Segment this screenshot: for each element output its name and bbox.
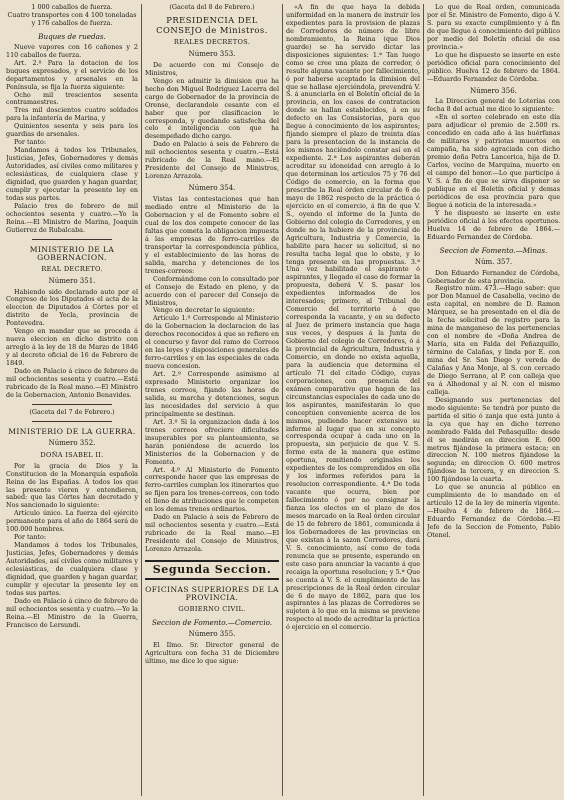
column-2 bbox=[145, 4, 279, 796]
paragraph: Art. 2.º Para la dotacion de los buques expresados, y el servicio de los departamentos y arsenales en la Península, se fija la fuerza siguiente: bbox=[6, 58, 138, 91]
paragraph: Por tanto: bbox=[14, 533, 47, 542]
paragraph: «Á fin de que haya la debida uniformidad en la manera de instruir los expedientes para la provision de plazas de Corredores de número de libre nombramiento, la Reina (que Dios guarde) se ha servido dictar las disposiciones siguientes: 1.ª Tan luego como se cree una plaza de corredor, ó resulte alguna vacante por fallecimiento, ó por haberse aceptado la dimision del que se hallase ejerciéndola, prevendrá V. S. á anunciarla en el Boletín oficial de la provincia, en los casos de contratacion donde se hallan establecidos, á en su defecto en las Consistorias, para que llegue á conocimiento de los aspirantes; fijando siempre el plazo de treinta días para la presentacion de la instancia de los mismos haciéndolo constar así en el expediente. 2.ª Los aspirantes deberán acreditar su idoneidad con arreglo á lo que determinan los artículos 75 y 76 del Código de comercio, en la forma que prescribe la Real órden circular de 6 de mayo de 1862 respecto de la práctica ó ejercicio en el comercio, á fin de que V. S., oyendo el informe de la Junta de Gobierno del colegio de Corredores, y en donde no la hubiere de la provincial de Agricultura, Industria y Comercio, la habilite para hacer su solicitud, si no resulta tacha legal que lo obste, y lo tenga presente en las propuestas. 3.ª Una vez habilitado el aspirante ó aspirantes, y llegado el caso de formar la propuesta, deberá V. S. pasar los expedientes informados de los interesados; primero, al Tribunal de Comercio del territorio á que corresponda la vacante, y en su defecto al Juez de primera instancia que haga sus veces, y despues á la Junta de Gobierno del colegio de Corredores, ó á la provincial de Agricultura, Industria y Comercio, en donde no exista aquella, para la audiencia que determina el artículo 71 del citado Código, cuyas corporaciones, con presencia del exámen comparativo que hagan de las circunstancias especiales de cada uno de los aspirantes, manifestarán lo que conceptúen conveniente acerca de los mismos, pudiendo hacer extensivo su informe al lugar que en su concepto corresponda ocupar á cada uno en la propuesta, sin perjuicio de que V. S. forme esta de la manera que estime oportuna, remitiendo originales los expedientes de los comprendidos en ella y los informes referidos para la resolucion correspondiente. 4.ª De toda vacante que ocurra, bien por fallecimiento ó por no consignar la fianza los electos en el plazo de dos meses marcado en la Real órden circular de 15 de febrero de 1861, comunicada á los Gobernadores de las provincias en que existan á la sazon Corredores, dará V. S. conocimiento, así como de toda renuncia que se presente, esperando en este caso para anunciar la vacante á que recaiga la oportuna resolucion; y 5.ª Que se cuenta á V. S. el cumplimiento de las prescripciones de la Real órden circular de 6 de mayo de 1862, para que los aspirantes á las plazas de Corredores se sujeten á lo que en la misma se previene respecto al modo de acreditar la práctica ó ejercicio en el comercio. bbox=[286, 4, 420, 632]
heading-seccion-minas: Seccion de Fomento.—Minas. bbox=[439, 245, 548, 255]
paragraph: Dado en Palacio á seis de Febrero de mil ochocientos sesenta y cuatro.—Está rubricado de la Real mano.—El Presidente del Consejo de Ministros, Lorenzo Arrazola. bbox=[145, 513, 279, 554]
paragraph: Artículo único. La fuerza del ejército permanente para el año de 1864 será de 100.000 hombres. bbox=[6, 509, 138, 534]
paragraph: Palacio tres de febrero de mil ochocientos sesenta y cuatro.—Yo la Reina.—El Ministro de Marina, Joaquin Gutierrez de Rubalcaba. bbox=[6, 201, 138, 234]
heading-guerra: MINISTERIO DE LA GUERRA. bbox=[8, 426, 136, 436]
paragraph: De acuerdo con mi Consejo de Ministros, bbox=[145, 60, 279, 77]
paragraph: Quinientos sesenta y seis para los guardias de arsenales. bbox=[6, 122, 138, 139]
separator bbox=[32, 421, 111, 422]
column-3 bbox=[286, 4, 420, 796]
column-1 bbox=[6, 4, 138, 796]
heading-gobernacion: MINISTERIO DE LA GOBERNACION. bbox=[29, 244, 115, 262]
paragraph: Dado en Palacio á cinco de febrero de mil ochocientos sesenta y cuatro.—Yo la Reina.—El Ministro de la Guerra, Francisco de Lersundi. bbox=[6, 596, 138, 629]
heading-oficinas: OFICINAS SUPERIORES DE LA PROVINCIA. bbox=[145, 585, 279, 602]
heading-buques: Buques de ruedas. bbox=[38, 31, 106, 41]
intro-line: 1 000 caballos de fuerza. bbox=[31, 4, 113, 11]
separator bbox=[32, 239, 111, 240]
paragraph: Vengo en decretar lo siguiente: bbox=[153, 306, 255, 315]
column-rule bbox=[141, 4, 142, 796]
paragraph: Nueve vapores con 16 cañones y 2 110 caballos de fuerza. bbox=[6, 42, 138, 59]
gaceta-ref: (Gaceta del 7 de Febrero.) bbox=[29, 407, 115, 416]
paragraph: Mandamos á todos los Tribunales, Justicias, Jefes, Gobernadores y demás Autoridades, así civiles como militares y eclesiásticas, de cualquiera clase y dignidad, que guarden y hagan guardar, cumplir y ejecutar la presente ley en todas sus partes. bbox=[6, 146, 138, 202]
heading-gobierno-civil: GOBIERNO CIVIL. bbox=[178, 604, 246, 613]
paragraph: Registro núm. 473.—Hago saber: que por Don Manuel de Casabella, vecino de esta capital, en nombre de D. Ramon Márquez, se ha presentado en el día de la fecha solicitud de registro para la mina de manganeso de las pertenencias con el nombre de «Doña Andrea de María, sita en Falda del Peñazquillo, término de Calañas, y linda por E. con mina del Sr. San Diego y vereda de Calañas y Ana Monje, al S. con cercado de Diego Serrano, al P. con calleja que va á Alhodonal y al N. con el mismo calleja. bbox=[427, 284, 560, 396]
column-rule bbox=[423, 4, 424, 796]
paragraph: Y he dispuesto se inserte en este periódico oficial á los efectos oportunos. Huelva 14 de febrero de 1864.—Eduardo Fernandez de Córdoba. bbox=[427, 208, 560, 241]
paragraph: Por la gracia de Dios y la Constitucion de la Monarquía española Reina de las Españas. Á todos los que las presente vieren y entendieren, sabed: que las Córtes han decretado y Nos sancionado lo siguiente: bbox=[6, 461, 138, 510]
paragraph: Vistas las contestaciones que han mediado entre el Ministerio de la Gobernacion y el de Fomento sobre el cual de los dos compete conocer de las faltas que cometa la obligacion impuesta á las empresas de ferro-carriles de transportar la correspondencia pública, y el establecimiento de las horas de salida, marcha y detenciones de los trenes-correos: bbox=[145, 195, 279, 275]
heading-dona-isabel: DOÑA ISABEL II. bbox=[40, 450, 104, 459]
number-352: Número 352. bbox=[48, 438, 96, 447]
paragraph: Vengo en mandar que se proceda á nueva eleccion en dicho distrito con arreglo á la ley de 18 de Marzo de 1846 y al decreto oficial de 16 de Febrero de 1849. bbox=[6, 327, 138, 368]
paragraph: Por tanto: bbox=[14, 138, 47, 147]
number-353: Número 353. bbox=[188, 49, 236, 58]
number-357: Núm. 357. bbox=[474, 257, 513, 266]
paragraph: Designando sus pertenencias del modo siguiente: Se tendrá por punto de partida el sitio ó zanja que está junto á la cya que hay en dicho terreno nombrado Falda del Peñasquillo: desde él se medirán en direccion E. 600 metros fijándose la primera estaca; en direccion N. 100 metros fijándose la segunda; en direccion O. 600 metros fijándose la tercera, y en direccion S. 100 fijándose la cuarta. bbox=[427, 395, 560, 484]
gaceta-ref: (Gaceta del 8 de Febrero.) bbox=[169, 4, 255, 11]
heading-reales-decretos: REALES DECRETOS. bbox=[173, 37, 251, 46]
number-354: Número 354. bbox=[188, 184, 236, 193]
intro-line: Cuatro transportes con 4 100 toneladas y 176 caballos de fuerza. bbox=[7, 10, 137, 27]
paragraph: Conformándome con lo consultado por el Consejo de Estado en pleno, y de acuerdo con el parecer del Consejo de Ministros, bbox=[145, 274, 279, 307]
segunda-seccion-banner: Segunda Seccion. bbox=[145, 560, 279, 580]
paragraph: Don Eduardo Fernandez de Córdoba, Gobernador de esta provincia. bbox=[427, 268, 560, 285]
paragraph: Dado en Palacio á cinco de febrero de mil ochocientos sesenta y cuatro.—Está rubricado de la Real mano.—El Ministro de la Gobernacion, Antonio Benavides. bbox=[6, 367, 138, 399]
paragraph: «En el sorteo celebrado en este día para adjudicar el premio de 2.500 rs. concedido en cada año á las huérfanas de militares y patriotas muertos en campaña, ha sido agraciada con dicho premio doña Petra Lancerica, hija de D. Carlos, vecino de Marquina, muerto en el campo del honor.—Lo que participo á V. S. á fin de que se sirva disponer se publique en el Boletín oficial y demas periódicos de esa provincia para que llegue á noticia de la interesada.» bbox=[427, 113, 560, 209]
paragraph: Lo que se anuncia al público en cumplimiento de lo mandado en el artículo 12 de la ley de minería vigente.—Huelva 4 de febrero de 1864.—Eduardo Fernandez de Córdoba.—El Jefe de la Seccion de Fomento, Pablo Otenel. bbox=[427, 483, 560, 539]
column-rule bbox=[282, 4, 283, 796]
paragraph: Lo que he dispuesto se inserte en este periódico oficial para conocimiento del público. Huelva 12 de febrero de 1864.—Eduardo Fernandez de Córdoba. bbox=[427, 50, 560, 83]
paragraph: Habiendo sido declarado auto por el Congreso de los Diputados el acta de la eleccion de Diputados á Córtes por el distrito de Yecla, provincia de Pontevedra. bbox=[6, 287, 138, 328]
separator bbox=[32, 404, 111, 405]
paragraph: Dado en Palacio á seis de Febrero de mil ochocientos sesenta y cuatro.—Está rubricado de la Real mano.—El Presidente del Consejo de Ministros, Lorenzo Arrazola. bbox=[145, 140, 279, 181]
number-355: Número 355. bbox=[188, 629, 236, 638]
paragraph: Art. 3.º Si la organizacion dada á los trenes correos ofreciere dificultades insuperables por su planteamiento, se harán poniéndose de acuerdo los Ministerios de la Gobernacion y de Fomento. bbox=[145, 417, 279, 466]
paragraph: Art. 2.º Corresponde asimismo al expresado Ministerio organizar los trenes correos, fijando las horas de salida, su marcha y detenciones, segun las necesidades del servicio á que principalmente se destinan. bbox=[145, 370, 279, 418]
heading-real-decreto: REAL DECRETO. bbox=[41, 264, 103, 273]
column-4 bbox=[427, 4, 560, 796]
number-356: Número 356. bbox=[470, 86, 517, 95]
paragraph: Mandamos á todos los Tribunales, Justicias, Jefes, Gobernadores y demás Autoridades, así civiles como militares y eclesiásticas, de cualquiera clase y dignidad, que guarden y hagan guardar, cumplir y ejecutar la presente ley en todas sus partes. bbox=[6, 541, 138, 597]
paragraph: Tres mil doscientos cuatro soldados para la infantería de Marina, y bbox=[6, 106, 138, 123]
paragraph: Ocho mil trescientos sesenta contramaestres. bbox=[6, 90, 138, 107]
number-351: Número 351. bbox=[48, 276, 96, 285]
paragraph: La Direccion general de Loterías con fecha 8 del actual me dice lo siguiente: bbox=[427, 97, 560, 114]
paragraph: Artículo 1.º Corresponde al Ministerio de la Gobernacion la declaracion de las derechos reconocidos á que se refiere en el concurso y favor del ramo de Correos en las leyes y disposiciones generales de ferro-carriles y en las especiales de cada nueva concesion. bbox=[145, 314, 279, 371]
paragraph: Lo que de Real órden, comunicada por el Sr. Ministro de Fomento, digo á V. S. para su exacto cumplimiento y á fin de que llegue á conocimiento del público por medio del Boletín oficial de esa provincia.» bbox=[427, 4, 560, 51]
heading-seccion-fomento: Seccion de Fomento.—Comercio. bbox=[151, 617, 273, 627]
paragraph: Art. 4.º Al Ministerio de Fomento corresponde hacer que las empresas de ferro-carriles cumplan los itinerarios que se fijen para los trenes-correos, con todo el lleno de atribuciones que le competen en los demas trenes ordinarios. bbox=[145, 465, 279, 514]
paragraph: El Ilmo. Sr. Director general de Agricultura con fecha 31 de Diciembre último, me dice lo que sigue: bbox=[145, 640, 279, 665]
heading-presidencia: PRESIDENCIA DEL CONSEJO de Ministros. bbox=[156, 14, 268, 35]
paragraph: Vengo en admitir la dimision que ha hecho don Miguel Rodriguez Lacerra del cargo de Gobernador de la provincia de Orense, declarandole cesante con el haber que por clasificacion le corresponda, y quedando satisfecha del celo é inteligencia con que ha desempeñado dicho cargo. bbox=[145, 76, 279, 141]
